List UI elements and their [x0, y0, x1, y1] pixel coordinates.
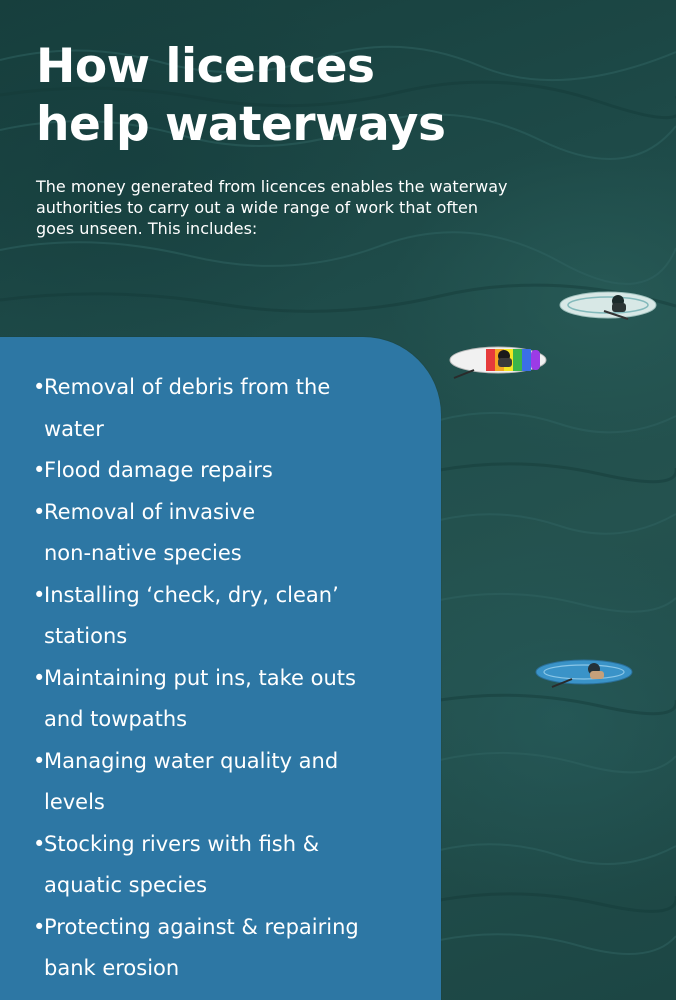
- list-item-line: • Flood damage repairs: [44, 458, 273, 482]
- list-item-line: • Managing water quality and: [44, 748, 339, 773]
- list-item-line: • Installing ‘check, dry, clean’: [44, 582, 339, 607]
- paddleboard-blue: [532, 655, 638, 691]
- list-item-line: bank erosion: [44, 956, 180, 980]
- list-item: [34, 658, 434, 741]
- list-item-line: and towpaths: [44, 707, 188, 731]
- benefits-list: [34, 367, 434, 990]
- list-item-line: • Removal of debris from the: [44, 375, 331, 399]
- list-item: [34, 450, 434, 492]
- title-line-1: How licences: [36, 39, 375, 94]
- list-item-line: • Stocking rivers with fish &: [44, 831, 320, 856]
- page-title: [36, 38, 445, 154]
- list-item-line: • Maintaining put ins, take outs: [44, 665, 356, 690]
- paddleboard-rainbow: [446, 340, 554, 380]
- list-item-line: aquatic species: [44, 873, 208, 897]
- title-line-2: help waterways: [36, 97, 446, 152]
- list-item: [34, 367, 434, 450]
- list-item: [34, 824, 434, 907]
- list-item: [34, 492, 434, 575]
- list-item: [34, 741, 434, 824]
- list-item-line: • Removal of invasive: [44, 499, 256, 524]
- list-item: [34, 907, 434, 990]
- list-item-line: stations: [44, 624, 128, 648]
- list-item: [34, 575, 434, 658]
- paddleboard-white: [556, 285, 662, 325]
- intro-text: The money generated from licences enables the waterway authorities to carry out a wide range of work that often goes unseen. This includes:: [36, 177, 508, 238]
- list-item-line: non-native species: [44, 541, 242, 565]
- list-item-line: levels: [44, 790, 105, 814]
- list-item-line: • Protecting against & repairing: [44, 914, 359, 939]
- list-item-line: water: [44, 416, 104, 441]
